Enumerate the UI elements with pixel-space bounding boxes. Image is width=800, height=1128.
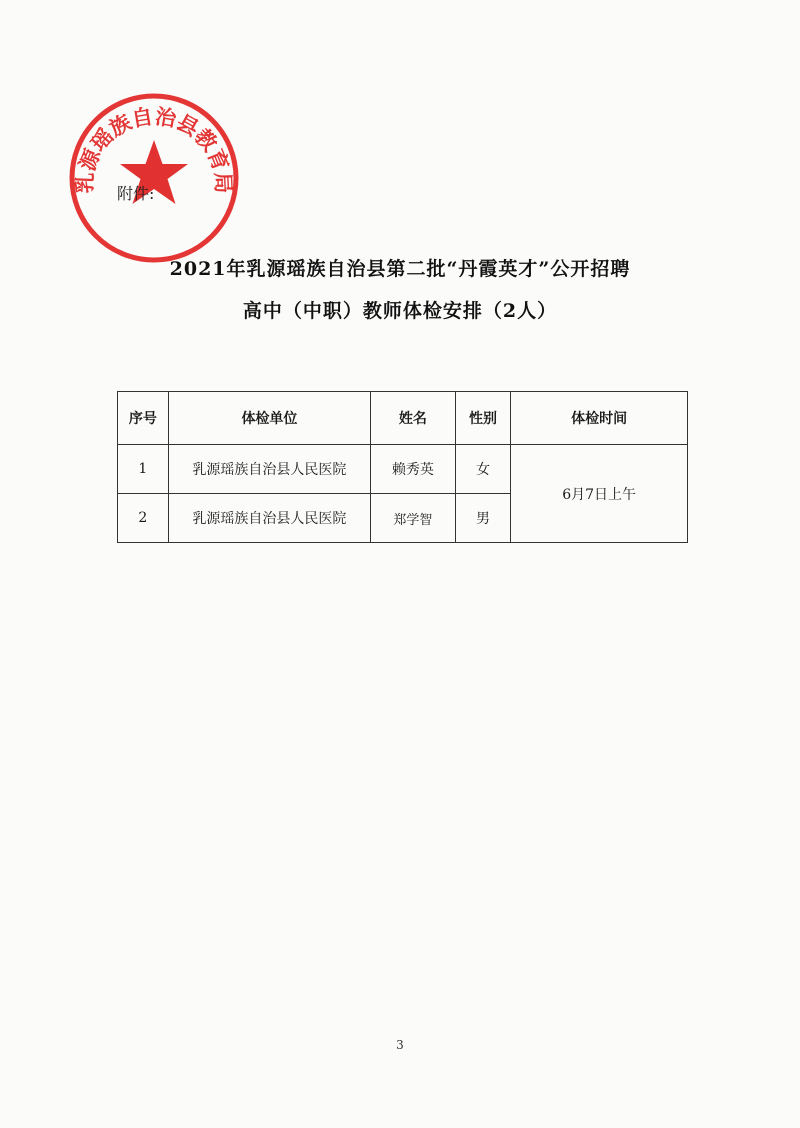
table-header-row <box>118 392 688 445</box>
header-gender: 性别 <box>455 392 511 445</box>
row-gender: 女 <box>455 445 511 494</box>
exam-time-cell: 6月7日上午 <box>511 445 688 543</box>
row-serial-no: 1 <box>118 445 169 494</box>
header-exam-unit: 体检单位 <box>168 392 370 445</box>
header-name: 姓名 <box>371 392 455 445</box>
row-exam-unit: 乳源瑶族自治县人民医院 <box>168 445 370 494</box>
document-title-line1: 2021年乳源瑶族自治县第二批“丹霞英才”公开招聘 <box>169 258 631 280</box>
document-title-line2: 高中（中职）教师体检安排（2人） <box>242 300 558 322</box>
exam-schedule-table <box>117 391 688 543</box>
table-row <box>118 445 688 494</box>
seal-text: 乳源瑶族自治县教育局 <box>72 104 236 194</box>
row-exam-unit: 乳源瑶族自治县人民医院 <box>168 494 370 543</box>
row-name: 赖秀英 <box>371 445 455 494</box>
header-exam-time: 体检时间 <box>511 392 688 445</box>
row-gender: 男 <box>455 494 511 543</box>
header-serial-no: 序号 <box>118 392 169 445</box>
official-seal <box>68 92 240 264</box>
row-name: 郑学智 <box>371 494 455 543</box>
row-serial-no: 2 <box>118 494 169 543</box>
page-number: 3 <box>396 1038 404 1052</box>
attachment-label: 附件: <box>117 184 155 203</box>
